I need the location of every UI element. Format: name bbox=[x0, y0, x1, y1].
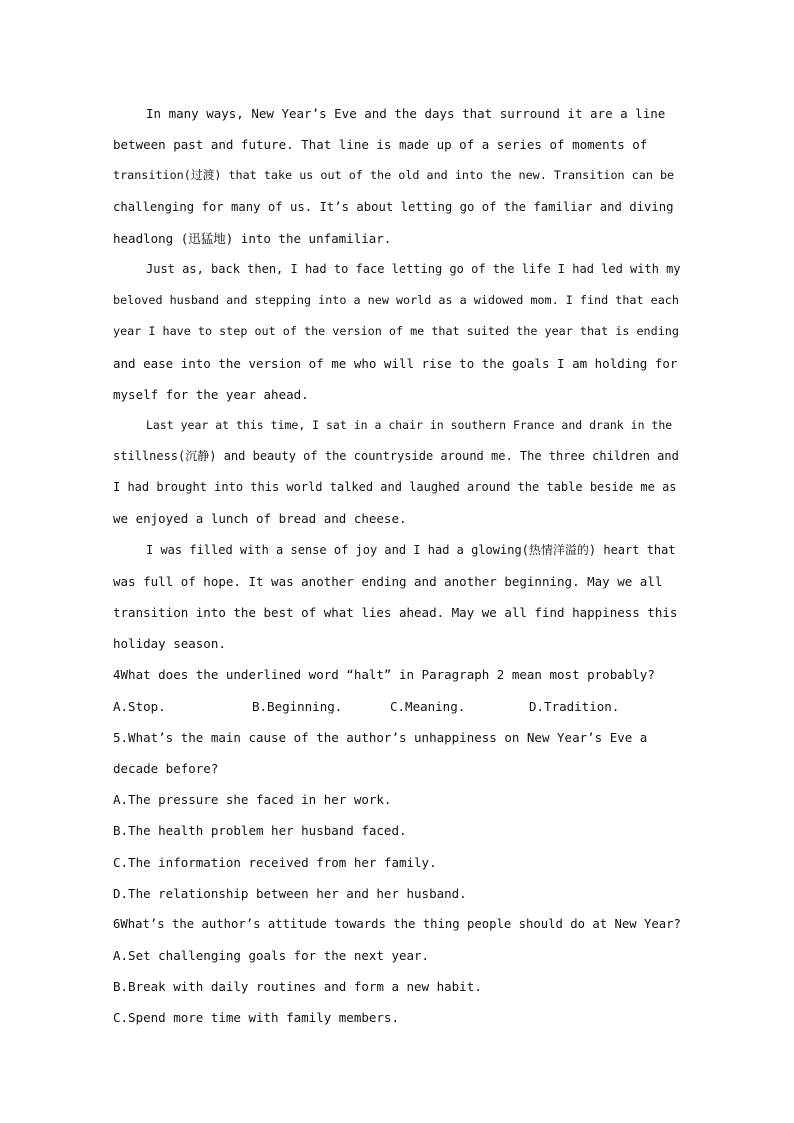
text-line: transition into the best of what lies ahead. May we all find happiness this bbox=[113, 605, 678, 620]
question-stem: 4What does the underlined word “halt” in Paragraph 2 mean most probably? bbox=[113, 667, 655, 683]
option-c: C.The information received from her family. bbox=[113, 854, 437, 870]
text-line: holiday season. bbox=[113, 636, 226, 652]
option-a: A.Stop. bbox=[113, 698, 166, 714]
text-line: and ease into the version of me who will rise to the goals I am holding for bbox=[113, 355, 678, 371]
option-c: C.Meaning. bbox=[390, 698, 466, 714]
text-line: we enjoyed a lunch of bread and cheese. bbox=[113, 511, 407, 527]
option-b: B.Break with daily routines and form a new habit. bbox=[113, 979, 482, 995]
text-line: between past and future. That line is made up of a series of moments of bbox=[113, 137, 648, 153]
option-a: A.The pressure she faced in her work. bbox=[113, 792, 392, 808]
option-b: B.The health problem her husband faced. bbox=[113, 823, 407, 839]
text-line: myself for the year ahead. bbox=[113, 386, 309, 402]
text-line: Last year at this time, I sat in a chair in southern France and drank in the bbox=[146, 417, 673, 432]
text-line: transition(过渡) that take us out of the old and into the new. Transition can be bbox=[113, 168, 675, 183]
question-6 bbox=[113, 909, 683, 1034]
question-5 bbox=[113, 722, 683, 909]
paragraph-1 bbox=[113, 98, 683, 254]
text-line: was full of hope. It was another ending and another beginning. May we all bbox=[113, 573, 663, 589]
question-stem: 6What’s the author’s attitude towards the thing people should do at New Year? bbox=[113, 916, 681, 931]
question-stem-continued: decade before? bbox=[113, 760, 219, 776]
text-line: Just as, back then, I had to face letting go of the life I had led with my bbox=[146, 261, 681, 276]
question-options bbox=[113, 691, 683, 722]
document-page bbox=[113, 98, 683, 1034]
text-line: beloved husband and stepping into a new world as a widowed mom. I find that each bbox=[113, 293, 679, 308]
text-line: In many ways, New Year’s Eve and the days that surround it are a line bbox=[146, 106, 666, 121]
paragraph-2 bbox=[113, 254, 683, 410]
text-line: I had brought into this world talked and laughed around the table beside me as bbox=[113, 480, 677, 495]
question-stem: 5.What’s the main cause of the author’s unhappiness on New Year’s Eve a bbox=[113, 729, 648, 745]
option-b: B.Beginning. bbox=[252, 698, 343, 714]
paragraph-3 bbox=[113, 410, 683, 535]
question-4 bbox=[113, 659, 683, 721]
option-a: A.Set challenging goals for the next year. bbox=[113, 948, 430, 964]
text-line: challenging for many of us. It’s about letting go of the familiar and diving bbox=[113, 199, 674, 214]
text-line: headlong (迅猛地) into the unfamiliar. bbox=[113, 230, 392, 246]
option-c: C.Spend more time with family members. bbox=[113, 1010, 399, 1026]
text-line: I was filled with a sense of joy and I had a glowing(热情洋溢的) heart that bbox=[146, 542, 676, 557]
text-line: year I have to step out of the version of me that suited the year that is ending bbox=[113, 324, 679, 339]
paragraph-4 bbox=[113, 535, 683, 660]
text-line: stillness(沉静) and beauty of the countryside around me. The three children and bbox=[113, 449, 679, 464]
option-d: D.The relationship between her and her husband. bbox=[113, 885, 467, 901]
option-d: D.Tradition. bbox=[529, 698, 620, 714]
